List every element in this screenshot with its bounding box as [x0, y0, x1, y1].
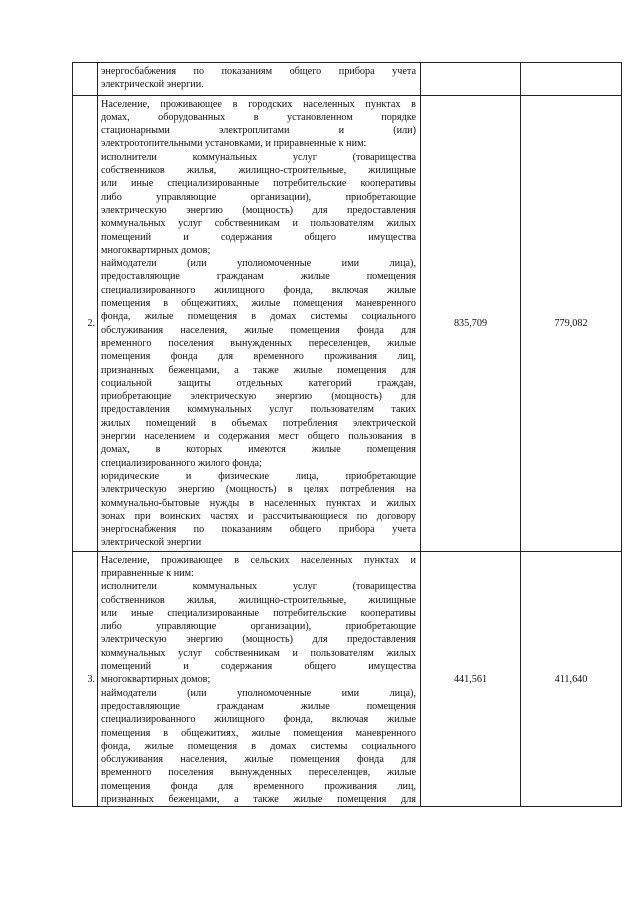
text-line: помещения фонда для временного проживания лиц, — [101, 780, 416, 792]
text-line: либо управляющие организации), приобретающие — [101, 191, 416, 203]
text-line: фонда, жилые помещения в домах системы социального — [101, 740, 416, 752]
text-line: помещения в общежитиях, жилые помещения маневренного — [101, 727, 416, 739]
text-line: электрическую энергию (мощность) для предоставления — [101, 204, 416, 216]
table-row — [73, 95, 622, 551]
text-line: энергосбабжения по показаниям общего прибора учета — [101, 66, 416, 77]
text-line: электрической энергии — [101, 537, 202, 549]
table-row — [73, 551, 622, 807]
text-line: собственников жилья, жилищно-строительные, жилищные — [101, 594, 416, 606]
row-description — [98, 63, 421, 96]
text-line: помещений и содержания общего имущества — [101, 231, 416, 243]
text-line: специализированного жилого фонда; — [101, 457, 262, 469]
text-line: коммунальных услуг собственникам и пользователям жилых — [101, 218, 416, 230]
text-line: обслуживания населения, жилые помещения фонда для — [101, 324, 416, 336]
text-line: электрической энергии. — [101, 79, 204, 91]
text-line: либо управляющие организации), приобретающие — [101, 621, 416, 633]
text-line: специализированного жилищного фонда, включая жилые — [101, 284, 416, 296]
text-line: энергии населением и содержания мест общего пользования в — [101, 431, 416, 443]
text-line: многоквартирных домов; — [101, 674, 211, 686]
text-line: социальной защиты отдельных категорий граждан, — [101, 377, 416, 389]
value-cell-1 — [421, 63, 521, 96]
text-line: Население, проживающее в городских населенных пунктах в — [101, 98, 416, 110]
text-line: электрическую энергию (мощность) в целях потребления на — [101, 484, 416, 496]
text-line: юридические и физические лица, приобретающие — [101, 470, 416, 482]
value-cell-2 — [521, 63, 622, 96]
tariff-table — [72, 62, 622, 807]
text-line: стационарными электроплитами и (или) — [101, 125, 416, 137]
text-line: зонах при воинских частях и рассчитывающиеся по договору — [101, 510, 416, 522]
text-line: предоставляющие гражданам жилые помещения — [101, 700, 416, 712]
value-cell-1: 441,561 — [421, 551, 521, 807]
text-line: коммунальных услуг собственникам и пользователям жилых — [101, 647, 416, 659]
text-line: признанных беженцами, а также жилые помещения для — [101, 364, 416, 376]
value-cell-2: 411,640 — [521, 551, 622, 807]
description-paragraph — [98, 96, 420, 551]
row-description — [98, 95, 421, 551]
text-line: приобретающие электрическую энергию (мощность) для — [101, 391, 416, 403]
value-cell-2: 779,082 — [521, 95, 622, 551]
text-line: домах, в которых имеются жилые помещения — [101, 444, 416, 456]
text-line: предоставления коммунальных услуг пользователям таких — [101, 404, 416, 416]
text-line: помещений и содержания общего имущества — [101, 661, 416, 673]
text-line: наймодатели (или уполномоченные ими лица), — [101, 687, 416, 699]
text-line: собственников жилья, жилищно-строительные, жилищные — [101, 165, 416, 177]
text-line: или иные специализированные потребительские кооперативы — [101, 178, 416, 190]
value-cell-1: 835,709 — [421, 95, 521, 551]
text-line: исполнители коммунальных услуг (товарищества — [101, 151, 416, 163]
text-line: предоставляющие гражданам жилые помещения — [101, 271, 416, 283]
text-line: обслуживания населения, жилые помещения фонда для — [101, 754, 416, 766]
text-line: специализированного жилищного фонда, включая жилые — [101, 714, 416, 726]
text-line: домах, оборудованных в установленном порядке — [101, 111, 416, 123]
row-number — [73, 63, 98, 96]
text-line: исполнители коммунальных услуг (товарищества — [101, 581, 416, 593]
text-line: фонда, жилые помещения в домах системы социального — [101, 311, 416, 323]
text-line: или иные специализированные потребительские кооперативы — [101, 607, 416, 619]
text-line: коммунально-бытовые нужды в населенных пунктах и жилых — [101, 497, 416, 509]
text-line: наймодатели (или уполномоченные ими лица), — [101, 258, 416, 270]
text-line: временного поселения вынужденных переселенцев, жилые — [101, 337, 416, 349]
text-line: помещения в общежитиях, жилые помещения маневренного — [101, 298, 416, 310]
text-line: признанных беженцами, а также жилые помещения для — [101, 794, 416, 806]
description-paragraph — [98, 63, 420, 95]
text-line: приравненные к ним: — [101, 567, 194, 579]
text-line: помещения фонда для временного проживания лиц, — [101, 351, 416, 363]
row-description — [98, 551, 421, 807]
text-line: электроотопительными установками, и приравненные к ним: — [101, 138, 367, 150]
text-line: многоквартирных домов; — [101, 244, 211, 256]
text-line: энергоснабжения по показаниям общего прибора учета — [101, 524, 416, 536]
text-line: электрическую энергию (мощность) для предоставления — [101, 634, 416, 646]
table-row — [73, 63, 622, 96]
text-line: жилых помещений в объемах потребления электрической — [101, 417, 416, 429]
description-paragraph — [98, 552, 420, 807]
text-line: Население, проживающее в сельских населенных пунктах и — [101, 554, 416, 566]
row-number: 2. — [73, 95, 98, 551]
text-line: временного поселения вынужденных переселенцев, жилые — [101, 767, 416, 779]
row-number: 3. — [73, 551, 98, 807]
